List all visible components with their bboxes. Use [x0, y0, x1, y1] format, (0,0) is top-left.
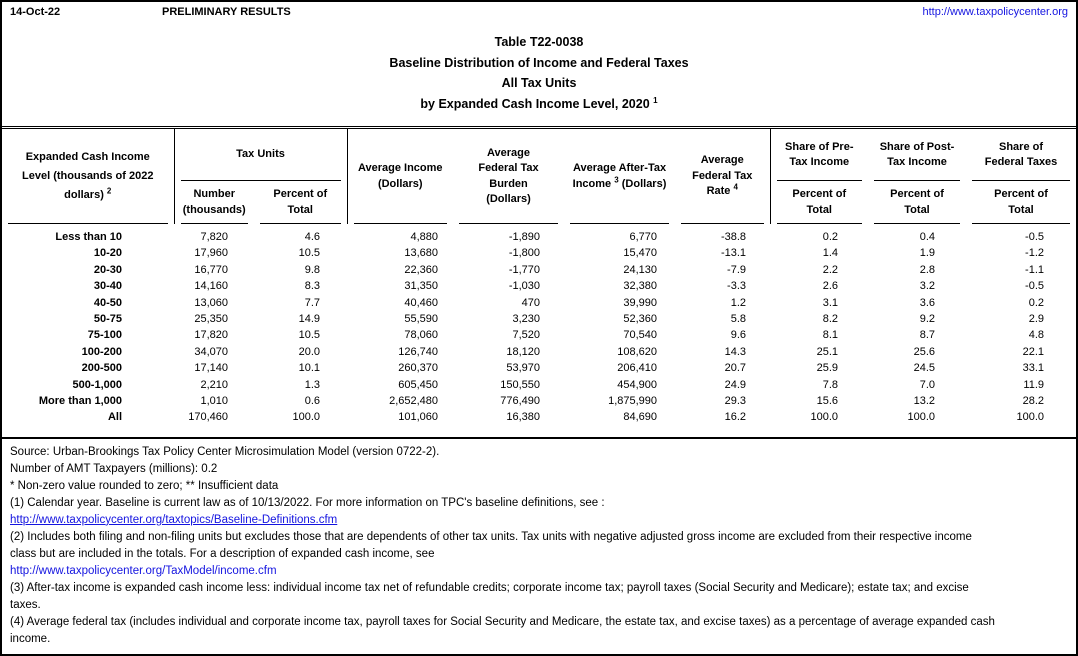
- table-row: [2, 278, 1076, 294]
- header-line: Percent of: [994, 188, 1048, 200]
- cell-value: 0.2: [822, 231, 839, 243]
- header-line: Total: [287, 203, 313, 216]
- site-url-link[interactable]: http://www.taxpolicycenter.org: [922, 6, 1068, 18]
- subheader-percent-of-total: [770, 181, 868, 224]
- header-line: Share of: [999, 140, 1044, 153]
- footnote-link[interactable]: http://www.taxpolicycenter.org/taxtopics/Baseline-Definitions.cfm: [10, 513, 338, 526]
- cell-value: 25,350: [194, 313, 228, 326]
- cell-value: 8.7: [919, 329, 936, 342]
- footnotes: [2, 439, 1076, 648]
- cell-value: 8.1: [822, 329, 839, 342]
- cell-value: 4.6: [304, 231, 321, 243]
- cell-value: 18,120: [506, 345, 541, 358]
- cell-value: 17,140: [194, 362, 228, 375]
- cell-value: 1.4: [822, 247, 839, 260]
- table-subtitle-2: [2, 94, 1076, 115]
- table-body: [2, 224, 1076, 426]
- row-label: 50-75: [93, 313, 122, 326]
- cell-value: 2,652,480: [389, 395, 439, 408]
- top-bar: [2, 2, 1076, 18]
- cell-value: 454,900: [617, 378, 658, 391]
- cell-value: 14.3: [724, 345, 747, 358]
- table-row: [2, 262, 1076, 278]
- cell-value: 13.2: [913, 395, 936, 408]
- cell-value: 7.7: [304, 296, 321, 309]
- table-row: [2, 360, 1076, 376]
- cell-value: 150,550: [500, 378, 541, 391]
- cell-value: 25.6: [913, 345, 936, 358]
- cell-value: 2,210: [200, 378, 228, 391]
- cell-value: 14.9: [298, 313, 321, 326]
- cell-value: 100.0: [907, 411, 936, 424]
- cell-value: 9.8: [304, 263, 321, 276]
- header-line: Number: [193, 188, 236, 200]
- header-share-pre-tax: [770, 129, 868, 181]
- cell-value: 1,875,990: [608, 395, 658, 408]
- table-header: [2, 129, 1076, 224]
- header-line: Burden: [489, 177, 528, 190]
- cell-value: 11.9: [1023, 378, 1045, 391]
- header-line: Total: [904, 203, 930, 216]
- cell-value: 17,960: [194, 247, 228, 260]
- cell-value: 33.1: [1022, 362, 1045, 375]
- cell-value: 20.7: [724, 362, 747, 375]
- cell-value: 100.0: [292, 411, 321, 424]
- cell-value: 16,380: [506, 411, 541, 424]
- table-row: [2, 393, 1076, 409]
- cell-value: 1,010: [200, 395, 228, 408]
- cell-value: 39,990: [623, 296, 658, 309]
- header-line: Share of Pre-: [785, 140, 854, 153]
- title-block: [2, 32, 1076, 114]
- header-line: (Dollars): [486, 193, 531, 205]
- cell-value: 5.8: [730, 313, 747, 326]
- cell-value: -1,030: [508, 280, 541, 293]
- header-share-post-tax: [868, 129, 966, 181]
- cell-value: 108,620: [617, 345, 658, 358]
- cell-value: -3.3: [727, 280, 747, 293]
- header-line: Level (thousands of 2022: [22, 170, 154, 182]
- cell-value: 2.2: [822, 263, 839, 276]
- header-line: Average After-Tax: [572, 162, 667, 174]
- header-line: Tax Income: [789, 156, 850, 168]
- cell-value: 84,690: [623, 411, 658, 424]
- cell-value: 22,360: [404, 263, 439, 276]
- cell-value: 1.2: [730, 296, 747, 309]
- cell-value: -0.5: [1025, 231, 1045, 243]
- cell-value: 25.9: [816, 362, 839, 375]
- cell-value: 0.4: [919, 231, 936, 243]
- cell-value: -1,800: [508, 247, 541, 260]
- cell-value: 126,740: [398, 345, 439, 358]
- cell-value: 170,460: [188, 411, 228, 424]
- cell-value: 7.0: [919, 378, 936, 391]
- header-line: Tax Income: [887, 156, 947, 168]
- header-line: Expanded Cash Income: [25, 151, 150, 163]
- row-label: 100-200: [81, 345, 122, 358]
- header-line: Rate $^4$: [706, 182, 738, 198]
- cell-value: -0.5: [1025, 280, 1045, 293]
- table-row: [2, 409, 1076, 425]
- row-label: 75-100: [87, 329, 122, 342]
- cell-value: 31,350: [404, 280, 439, 293]
- cell-value: 13,680: [404, 247, 439, 260]
- cell-value: 2.8: [919, 263, 936, 276]
- cell-value: 260,370: [398, 362, 439, 375]
- cell-value: 776,490: [500, 395, 541, 408]
- footnote-line: * Non-zero value rounded to zero; ** Insufficient data: [10, 479, 279, 492]
- table-row: [2, 327, 1076, 343]
- header-average-income: [347, 129, 453, 224]
- footnote-ref-4: 4: [733, 182, 738, 192]
- cell-value: 34,070: [194, 345, 228, 358]
- cell-value: 10.1: [298, 362, 321, 375]
- footnote-line: (2) Includes both filing and non-filing units but excludes those that are dependents of other tax units. Tax units with negative adjusted gross income are excluded from their respective income: [10, 530, 972, 543]
- footnote-line: (1) Calendar year. Baseline is current law as of 10/13/2022. For more information on TPC's baseline definitions, see :: [10, 496, 605, 509]
- cell-value: 3.1: [822, 296, 839, 309]
- cell-value: 10.5: [298, 247, 321, 260]
- header-line: Average Income: [357, 162, 443, 174]
- cell-value: -1.2: [1025, 247, 1045, 260]
- footnote-line: (4) Average federal tax (includes individual and corporate income tax, payroll taxes for Social Security and Medicare, the estate tax, and excise taxes) as a percentage of average expanded cash: [10, 615, 995, 628]
- cell-value: 24.9: [724, 378, 747, 391]
- cell-value: -1,890: [508, 231, 541, 243]
- cell-value: -1,770: [508, 263, 541, 276]
- header-line: Federal Tax: [692, 169, 753, 182]
- cell-value: 8.3: [304, 280, 321, 293]
- header-line: dollars) $^2$: [64, 186, 112, 201]
- cell-value: 4.8: [1028, 329, 1045, 342]
- cell-value: 24,130: [623, 263, 658, 276]
- header-federal-tax-rate: [675, 129, 770, 224]
- table-row: [2, 224, 1076, 245]
- cell-value: -13.1: [720, 247, 747, 260]
- cell-value: 53,970: [506, 362, 541, 375]
- footnote-line: Source: Urban-Brookings Tax Policy Center Microsimulation Model (version 0722-2).: [10, 445, 440, 458]
- row-label: 500-1,000: [72, 378, 122, 391]
- footnote-link[interactable]: http://www.taxpolicycenter.org/TaxModel/income.cfm: [10, 564, 277, 577]
- table-row: [2, 245, 1076, 261]
- subheader-percent-of-total: [254, 181, 347, 224]
- header-federal-tax-burden: [453, 129, 564, 224]
- header-line: Share of Post-: [879, 140, 955, 153]
- cell-value: 1.9: [919, 247, 936, 260]
- cell-value: 605,450: [398, 378, 439, 391]
- header-line: (thousands): [182, 203, 246, 216]
- cell-value: 3.6: [919, 296, 936, 309]
- cell-value: 2.6: [822, 280, 839, 293]
- footnote-line: class but are included in the totals. For a description of expanded cash income, see: [10, 547, 435, 560]
- data-table-zone: [2, 126, 1076, 439]
- table-main-title: Baseline Distribution of Income and Federal Taxes: [389, 55, 689, 70]
- cell-value: 8.2: [822, 313, 839, 326]
- cell-value: 6,770: [629, 231, 658, 243]
- cell-value: 32,380: [623, 280, 658, 293]
- footnote-ref-3: 3: [614, 174, 619, 184]
- header-line: Percent of: [273, 188, 328, 200]
- cell-value: 10.5: [298, 329, 321, 342]
- cell-value: 20.0: [298, 345, 321, 358]
- footnote-line: taxes.: [10, 598, 41, 611]
- cell-value: 25.1: [816, 345, 839, 358]
- header-group-tax-units: Tax Units: [174, 129, 347, 181]
- cell-value: 29.3: [724, 395, 747, 408]
- cell-value: 3.2: [919, 280, 936, 293]
- cell-value: 470: [521, 296, 541, 309]
- table-id-title: Table T22-0038: [494, 35, 584, 49]
- row-label: Less than 10: [55, 231, 122, 243]
- cell-value: 101,060: [398, 411, 439, 424]
- cell-value: 15,470: [623, 247, 658, 260]
- row-label: 20-30: [93, 263, 122, 276]
- cell-value: 28.2: [1022, 395, 1045, 408]
- cell-value: -38.8: [720, 231, 747, 243]
- cell-value: -1.1: [1025, 263, 1045, 276]
- cell-value: 13,060: [194, 296, 228, 309]
- header-line: Total: [806, 203, 832, 216]
- cell-value: 70,540: [623, 329, 658, 342]
- cell-value: 15.6: [816, 395, 839, 408]
- cell-value: 7,520: [512, 329, 541, 342]
- header-income-level: [2, 129, 174, 224]
- row-label: More than 1,000: [38, 395, 122, 408]
- table-subtitle: All Tax Units: [501, 76, 577, 90]
- cell-value: 3,230: [512, 313, 541, 326]
- cell-value: 100.0: [1016, 411, 1045, 424]
- header-share-federal-taxes: [966, 129, 1076, 181]
- cell-value: 0.2: [1028, 296, 1045, 309]
- row-label: 30-40: [93, 280, 122, 293]
- header-line: Percent of: [792, 188, 847, 200]
- table-row: [2, 377, 1076, 393]
- cell-value: -7.9: [727, 263, 747, 276]
- row-label: All: [107, 411, 122, 424]
- header-line: Federal Taxes: [984, 156, 1058, 168]
- row-label: 10-20: [93, 247, 122, 260]
- cell-value: 100.0: [810, 411, 839, 424]
- cell-value: 7,820: [200, 231, 228, 243]
- row-label: 200-500: [81, 362, 122, 375]
- header-line: Income $^3$ (Dollars): [572, 174, 667, 190]
- cell-value: 9.6: [730, 329, 747, 342]
- footnote-line: (3) After-tax income is expanded cash income less: individual income tax net of refundable credits; corporate income tax; payroll taxes (Social Security and Medicare); estate tax; and excise: [10, 581, 969, 594]
- cell-value: 7.8: [822, 378, 839, 391]
- subtitle-text: by Expanded Cash Income Level, 2020: [420, 96, 650, 111]
- report-date: 14-Oct-22: [10, 6, 61, 18]
- header-line: (Dollars): [377, 177, 423, 190]
- header-line: Federal Tax: [478, 162, 539, 174]
- header-after-tax-income: [564, 129, 675, 224]
- cell-value: 16.2: [724, 411, 747, 424]
- cell-value: 16,770: [194, 263, 228, 276]
- distribution-table: [2, 129, 1076, 426]
- subheader-percent-of-total: [868, 181, 966, 224]
- cell-value: 22.1: [1022, 345, 1045, 358]
- cell-value: 1.3: [304, 378, 321, 391]
- cell-value: 206,410: [617, 362, 658, 375]
- footnote-ref-2: 2: [106, 186, 112, 196]
- footnote-ref-1: 1: [653, 95, 658, 105]
- row-label: 40-50: [93, 296, 122, 309]
- table-row: [2, 311, 1076, 327]
- cell-value: 14,160: [194, 280, 228, 293]
- subheader-number-thousands: [174, 181, 254, 224]
- header-line: Average: [700, 154, 744, 167]
- table-row: [2, 295, 1076, 311]
- cell-value: 4,880: [410, 231, 439, 243]
- cell-value: 55,590: [404, 313, 439, 326]
- cell-value: 17,820: [194, 329, 228, 342]
- cell-value: 9.2: [919, 313, 936, 326]
- table-row: [2, 344, 1076, 360]
- cell-value: 2.9: [1028, 313, 1045, 326]
- header-line: Total: [1008, 203, 1034, 216]
- footnote-line: Number of AMT Taxpayers (millions): 0.2: [10, 462, 218, 475]
- footnote-line: income.: [10, 632, 51, 645]
- cell-value: 24.5: [913, 362, 936, 375]
- cell-value: 78,060: [404, 329, 439, 342]
- cell-value: 40,460: [404, 296, 439, 309]
- header-line: Percent of: [890, 188, 944, 200]
- cell-value: 52,360: [623, 313, 658, 326]
- header-line: Average: [487, 146, 531, 159]
- cell-value: 0.6: [304, 395, 321, 408]
- subheader-percent-of-total: [966, 181, 1076, 224]
- preliminary-results-label: PRELIMINARY RESULTS: [162, 6, 291, 18]
